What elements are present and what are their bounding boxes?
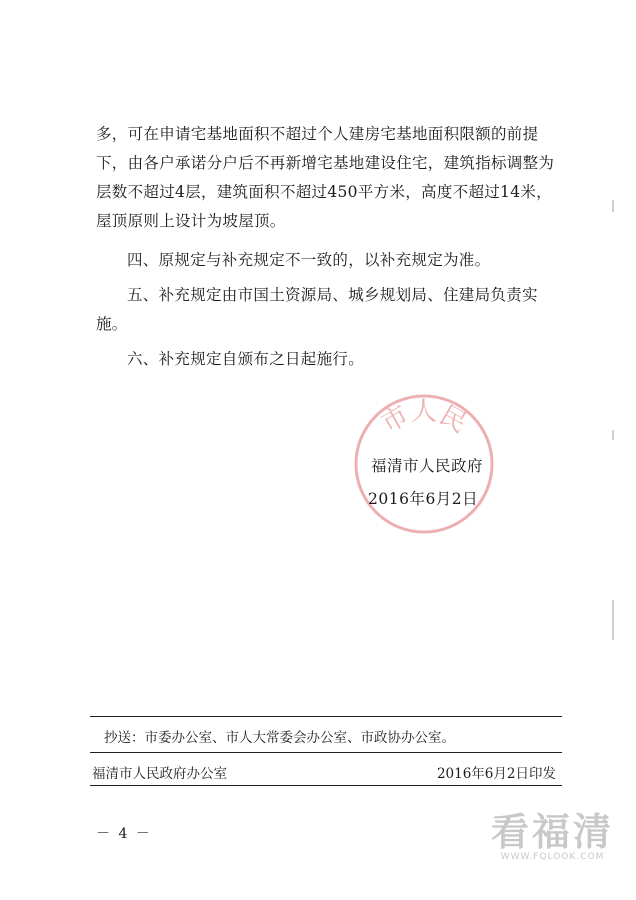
signing-organization: 福清市人民政府 bbox=[371, 457, 484, 475]
paragraph-item-four: 四、原规定与补充规定不一致的，以补充规定为准。 bbox=[127, 251, 491, 269]
footer-bottom-rule bbox=[90, 785, 562, 786]
issuing-office: 福清市人民政府办公室 bbox=[92, 766, 227, 782]
paragraph-item-five: 五、补充规定由市国土资源局、城乡规划局、住建局负责实施。 bbox=[96, 286, 538, 333]
footer-middle-rule bbox=[90, 752, 562, 753]
scan-mark bbox=[612, 430, 614, 440]
seal-text: 市人民 bbox=[376, 397, 472, 440]
scan-mark bbox=[612, 200, 614, 212]
footer-top-rule bbox=[90, 716, 562, 717]
cc-line: 抄送：市委办公室、市人大常委会办公室、市政协办公室。 bbox=[104, 730, 455, 746]
watermark-logo-text: 看福清 bbox=[490, 810, 614, 854]
paragraph-building-rules: 多，可在申请宅基地面积不超过个人建房宅基地面积限额的前提下，由各户承诺分户后不再新增宅基地建设住宅，建筑指标调整为层数不超过4层，建筑面积不超过450平方米，高度不超过14米，屋顶原则上设计为坡屋顶。 bbox=[96, 125, 555, 230]
signing-date: 2016年6月2日 bbox=[368, 490, 479, 508]
watermark-url: WWW.FQLOOK.COM bbox=[500, 852, 605, 862]
page-number: － 4 － bbox=[96, 826, 152, 842]
issue-date: 2016年6月2日印发 bbox=[436, 766, 556, 782]
paragraph-item-six: 六、补充规定自颁布之日起施行。 bbox=[127, 350, 365, 368]
scan-mark bbox=[612, 600, 614, 640]
site-watermark bbox=[491, 812, 614, 862]
